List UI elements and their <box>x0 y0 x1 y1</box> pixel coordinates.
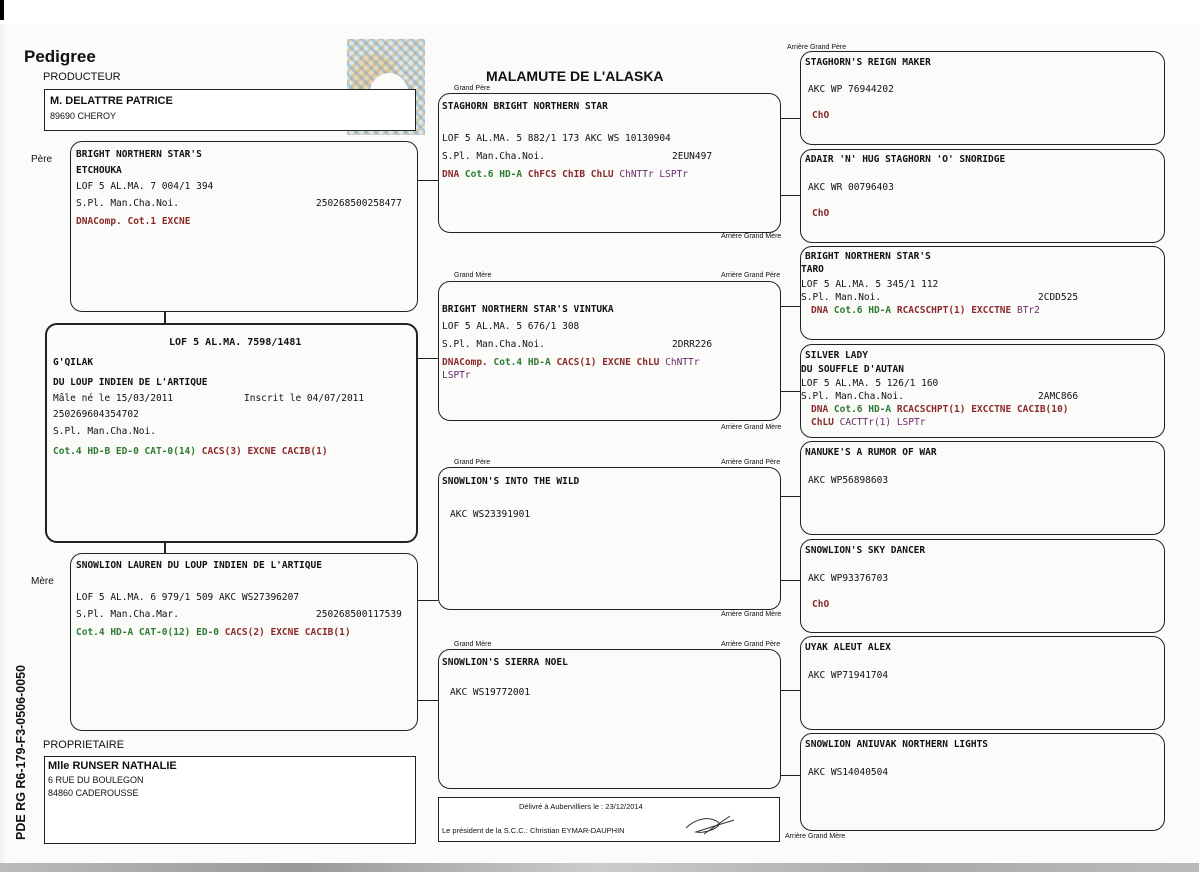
ggp1-name: STAGHORN'S REIGN MAKER <box>805 57 931 68</box>
sire-box <box>70 141 418 312</box>
ggm1-box <box>800 149 1165 243</box>
scan-bottom-edge <box>0 863 1199 872</box>
ggp2-registration: LOF 5 AL.MA. 5 345/1 112 <box>801 279 939 290</box>
sire-name-1: BRIGHT NORTHERN STAR'S <box>76 149 202 160</box>
gp2-box <box>438 467 781 610</box>
gp1-health-4: ChNTTr LSPTr <box>619 169 689 180</box>
gp1-code: 2EUN497 <box>672 151 713 162</box>
gp1-coat: S.Pl. Man.Cha.Noi. <box>442 151 545 162</box>
agp2-label: Arrière Grand Père <box>721 272 781 279</box>
gm2-label: Grand Mère <box>454 641 492 648</box>
gm2-name: SNOWLION'S SIERRA NOEL <box>442 657 568 668</box>
scan-mark <box>0 0 4 20</box>
page-title: Pedigree <box>24 47 96 66</box>
gm1-box <box>438 281 781 421</box>
gm1-health-4: ChNTTr <box>665 357 700 368</box>
connector <box>418 700 438 701</box>
ggp3-name: NANUKE'S A RUMOR OF WAR <box>805 447 937 458</box>
sire-coat: S.Pl. Man.Cha.Noi. <box>76 198 179 209</box>
dam-box <box>70 553 418 731</box>
ggp4-name: UYAK ALEUT ALEX <box>805 642 891 653</box>
connector <box>781 306 800 307</box>
ggm1-registration: AKC WR 00796403 <box>808 182 894 193</box>
agm2-label: Arrière Grand Mère <box>721 424 782 431</box>
ggm2-name-2: DU SOUFFLE D'AUTAN <box>801 364 904 375</box>
gm1-registration: LOF 5 AL.MA. 5 676/1 308 <box>442 321 580 332</box>
owner-name: Mlle RUNSER NATHALIE <box>48 760 177 772</box>
gm1-name: BRIGHT NORTHERN STAR'S VINTUKA <box>442 304 614 315</box>
agm3-label: Arrière Grand Mère <box>721 611 782 618</box>
dog-health-green: Cot.4 HD-B ED-0 CAT-0(14) <box>53 446 196 457</box>
dog-name: G'QILAK <box>53 357 94 368</box>
connector <box>418 358 438 359</box>
gp1-box <box>438 93 781 233</box>
gm1-coat: S.Pl. Man.Cha.Noi. <box>442 339 545 350</box>
ggp2-name-1: BRIGHT NORTHERN STAR'S <box>805 251 931 262</box>
connector <box>418 180 438 181</box>
gp2-label: Grand Père <box>454 459 491 466</box>
producer-box <box>44 89 416 131</box>
gm1-health-5: LSPTr <box>442 370 471 381</box>
producer-address: 89690 CHEROY <box>50 111 117 121</box>
sire-chip: 250268500258477 <box>316 198 402 209</box>
ggp4-box <box>800 636 1165 730</box>
gp2-name: SNOWLION'S INTO THE WILD <box>442 476 580 487</box>
gm1-label: Grand Mère <box>454 272 492 279</box>
connector <box>781 690 800 691</box>
owner-box <box>44 756 416 844</box>
owner-address-1: 6 RUE DU BOULEGON <box>48 775 144 785</box>
ggm2-name-1: SILVER LADY <box>805 350 868 361</box>
dam-label: Mère <box>31 576 54 587</box>
ggm3-name: SNOWLION'S SKY DANCER <box>805 545 926 556</box>
dam-health-red: CACS(2) EXCNE CACIB(1) <box>224 627 351 638</box>
dog-registered: Inscrit le 04/07/2011 <box>244 393 365 404</box>
ggp2-health-2: Cot.6 HD-A <box>833 305 892 316</box>
dog-health-red: CACS(3) EXCNE CACIB(1) <box>201 446 328 457</box>
president-text: Le président de la S.C.C.: Christian EYMAR-DAUPHIN <box>442 826 625 835</box>
connector <box>781 496 800 497</box>
dam-registration: LOF 5 AL.MA. 6 979/1 509 AKC WS27396207 <box>76 592 300 603</box>
ggp2-code: 2CDD525 <box>1038 292 1079 303</box>
dog-box <box>45 323 418 543</box>
owner-address-2: 84860 CADEROUSSE <box>48 788 139 798</box>
connector <box>781 118 800 119</box>
ggm2-health-3: RCACSCHPT(1) EXCCTNE CACIB(10) <box>896 404 1069 415</box>
ggm2-registration: LOF 5 AL.MA. 5 126/1 160 <box>801 378 939 389</box>
registration-side-code: PDE RG R6-179-F3-0506-0050 <box>14 664 28 840</box>
ggm4-name: SNOWLION ANIUVAK NORTHERN LIGHTS <box>805 739 989 750</box>
ggm3-title: ChO <box>812 599 830 610</box>
gp1-health-2: Cot.6 HD-A <box>464 169 523 180</box>
ggp3-registration: AKC WP56898603 <box>808 475 889 486</box>
dog-lof: LOF 5 AL.MA. 7598/1481 <box>169 337 302 348</box>
gp2-registration: AKC WS23391901 <box>450 509 531 520</box>
sire-health-2: EXCNE <box>161 216 191 227</box>
connector <box>418 600 438 601</box>
gp1-health-3: ChFCS ChIB ChLU <box>527 169 614 180</box>
ggp1-title: ChO <box>812 110 830 121</box>
ggm2-code: 2AMC866 <box>1038 391 1079 402</box>
delivered-text: Délivré à Aubervilliers le : 23/12/2014 <box>519 802 643 811</box>
gm1-code: 2DRR226 <box>672 339 713 350</box>
producer-label: PRODUCTEUR <box>43 71 121 83</box>
gm1-health-1: DNAComp. <box>442 357 488 368</box>
ggp2-name-2: TARO <box>801 264 824 275</box>
gp1-health-1: DNA <box>442 169 460 180</box>
ggm1-name: ADAIR 'N' HUG STAGHORN 'O' SNORIDGE <box>805 154 1006 165</box>
gp1-name: STAGHORN BRIGHT NORTHERN STAR <box>442 101 608 112</box>
connector <box>781 580 800 581</box>
owner-label: PROPRIETAIRE <box>43 739 125 751</box>
ggm2-health-1: DNA <box>811 404 829 415</box>
ggm3-box <box>800 539 1165 633</box>
ggm4-registration: AKC WS14040504 <box>808 767 889 778</box>
ggp1-registration: AKC WP 76944202 <box>808 84 894 95</box>
sire-label: Père <box>31 154 53 165</box>
ggp2-health-3: RCACSCHPT(1) EXCCTNE <box>896 305 1012 316</box>
ggp4-registration: AKC WP71941704 <box>808 670 889 681</box>
dog-chip: 250269604354702 <box>53 409 139 420</box>
certificate-box <box>438 797 780 842</box>
ggm2-health-2: Cot.6 HD-A <box>833 404 892 415</box>
ggm2-coat: S.Pl. Man.Cha.Noi. <box>801 391 904 402</box>
ggm3-registration: AKC WP93376703 <box>808 573 889 584</box>
dam-name: SNOWLION LAUREN DU LOUP INDIEN DE L'ARTIQUE <box>76 560 322 571</box>
connector <box>781 391 800 392</box>
agm1-label: Arrière Grand Mère <box>721 233 782 240</box>
gm1-health-3: CACS(1) EXCNE ChLU <box>556 357 660 368</box>
sire-health: DNAComp. Cot.1 <box>76 216 157 227</box>
gp1-registration: LOF 5 AL.MA. 5 882/1 173 AKC WS 10130904 <box>442 133 671 144</box>
dog-coat: S.Pl. Man.Cha.Noi. <box>53 426 156 437</box>
gp1-label: Grand Père <box>454 85 491 92</box>
signature <box>684 812 736 838</box>
scan-top-edge <box>0 0 1199 24</box>
agp3-label: Arrière Grand Père <box>721 459 781 466</box>
agp4-label: Arrière Grand Père <box>721 641 781 648</box>
producer-name: M. DELATTRE PATRICE <box>50 95 173 107</box>
agm4-label: Arrière Grand Mère <box>785 833 846 840</box>
dog-affix: DU LOUP INDIEN DE L'ARTIQUE <box>53 377 208 388</box>
ggp2-health-1: DNA <box>811 305 829 316</box>
gm2-box <box>438 649 781 789</box>
gm2-registration: AKC WS19772001 <box>450 687 531 698</box>
ggm2-health-4: ChLU <box>811 417 834 428</box>
dam-coat: S.Pl. Man.Cha.Mar. <box>76 609 179 620</box>
agp1-label: Arrière Grand Père <box>787 44 847 51</box>
ggm1-title: ChO <box>812 208 830 219</box>
sire-registration: LOF 5 AL.MA. 7 004/1 394 <box>76 181 214 192</box>
gm1-health-2: Cot.4 HD-A <box>493 357 551 368</box>
ggp1-box <box>800 51 1165 145</box>
dog-birth: Mâle né le 15/03/2011 <box>53 393 174 404</box>
dam-health-green: Cot.4 HD-A CAT-0(12) ED-0 <box>76 627 219 638</box>
breed-title: MALAMUTE DE L'ALASKA <box>486 68 664 84</box>
ggm2-box <box>800 344 1165 438</box>
ggp2-health-4: BTr2 <box>1016 305 1040 316</box>
ggp2-coat: S.Pl. Man.Noi. <box>801 292 882 303</box>
ggm4-box <box>800 733 1165 831</box>
connector <box>781 775 800 776</box>
ggp3-box <box>800 441 1165 535</box>
ggm2-health-5: CACTTr(1) LSPTr <box>839 417 926 428</box>
dam-chip: 250268500117539 <box>316 609 402 620</box>
connector <box>781 195 800 196</box>
ggp2-box <box>800 246 1165 340</box>
sire-name-2: ETCHOUKA <box>76 165 122 176</box>
